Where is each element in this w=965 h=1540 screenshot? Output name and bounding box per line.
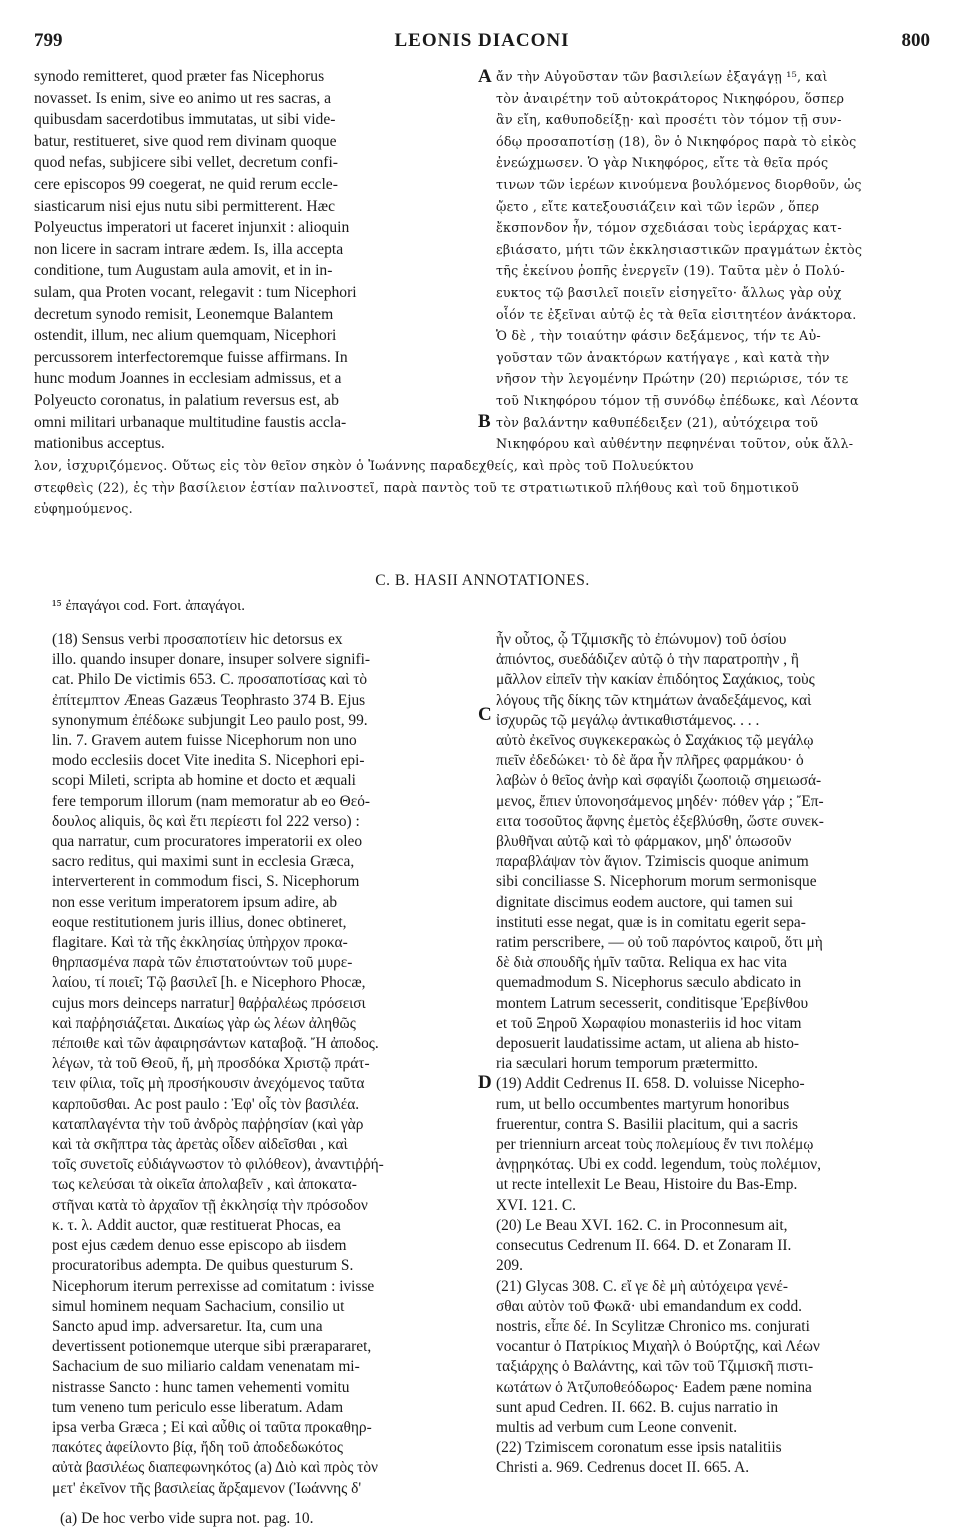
text-line: οἷόν τε ἐξεῖναι αὐτῷ ἐς τὰ θεῖα εἰσιτητέον ἀνάκτορα.	[496, 306, 857, 322]
text-line: πακότες ἀφείλοντο βίᾳ, ἤδη τοῦ ἀποδεδωκότος	[52, 1439, 343, 1457]
apparatus-note: ¹⁵ ἐπαγάγοι cod. Fort. ἀπαγάγοι.	[52, 598, 245, 614]
text-line: quemadmodum S. Nicephorus sæculo abdicato in	[496, 974, 802, 992]
margin-marker-c: C	[478, 704, 492, 725]
text-line: quibusdam sacerdotibus immutatas, ut sibi vide-	[34, 111, 336, 129]
text-line: vocantur ὁ Πατρίκιος Μιχαὴλ ὁ Βούρτζης, καὶ Λέων	[496, 1338, 820, 1356]
text-line: Sancto apud imp. adversaretur. Ita, cum una	[52, 1317, 323, 1335]
text-line: siasticarum nisi ejus nutu sibi permitterent. Hæc	[34, 197, 335, 215]
text-line: deposuerit laudatissime actam, ut aliena ab histo-	[496, 1035, 800, 1053]
margin-marker-d: D	[478, 1072, 492, 1093]
text-line: montem Latrum secesserit, conditisque Ἐρεβίνθου	[496, 994, 809, 1012]
text-line: simul hominem nequam Sachacium, consilio ut	[52, 1297, 345, 1315]
text-line: (20) Le Beau XVI. 162. C. in Proconnesum ait,	[496, 1216, 788, 1234]
text-line: τως κελεύσαι τὰ οἰκεῖα ἀπολαβεῖν , καὶ ἀποκατα-	[52, 1176, 357, 1194]
text-line: 209.	[496, 1257, 523, 1275]
text-line: fere temporum illorum (nam memoratur ab eo Θεό-	[52, 792, 371, 810]
text-line: batur, restitueret, sive quod rem divinam quoque	[34, 132, 337, 150]
text-line: εβιάσατο, μήτι τῶν ἐκκλησιαστικῶν πραγμάτων ἐκτὸς	[496, 241, 863, 257]
text-line: ἐνεώχμωσεν. Ὁ γὰρ Νικηφόρος, εἴτε τὰ θεῖα πρός	[496, 155, 829, 171]
text-line: τινων τῶν ἱερέων κινούμενα βουλόμενος διορθοῦν, ὡς	[496, 176, 862, 192]
text-line: λαβὼν ὁ θεῖος ἀνὴρ καὶ σφαγίδι ζωοποιῷ σημειωσά-	[496, 772, 822, 790]
text-line: στεφθεὶς (22), ἐς τὴν βασίλειον ἑστίαν παλινοστεῖ, παρὰ παντὸς τοῦ τε στρατιωτικοῦ πλήθους καὶ τοῦ δημοτικοῦ	[34, 479, 799, 495]
text-line: πιεῖν ἐδεδώκει· τὸ δὲ ἄρα ἦν πλῆρες φαρμάκου· ὁ	[496, 752, 804, 770]
annotations-right-column	[496, 630, 930, 1479]
text-line: ταξιάρχης ὁ Βαλάντης, καὶ τῶν τοῦ Τζιμισκῆ πιστι-	[496, 1358, 814, 1376]
text-line: ut recte intellexit Le Beau, Histoire du Bas-Emp.	[496, 1176, 798, 1194]
text-line: ἦν οὗτος, ᾧ Τζιμισκῆς τὸ ἐπώνυμον) τοῦ ὁσίου	[496, 631, 787, 648]
text-line: sacro reditus, qui maximi sunt in ecclesia Græca,	[52, 853, 355, 871]
text-line: λον, ἰσχυριζόμενος. Οὕτως εἰς τὸν θεῖον σηκὸν ὁ Ἰωάννης παραδεχθείς, καὶ πρὸς τοῦ Πολυεύκτου	[34, 458, 694, 473]
text-line: τοῦ Νικηφόρου τόμον τῇ συνόδῳ ἐπέδωκε, καὶ Λέοντα	[496, 392, 859, 408]
text-line: καρποῦσθαι. Ac post paulo : Ἐφ' οἷς τὸν βασιλέα.	[52, 1095, 360, 1113]
text-line: όδῳ προσαποτίσῃ (18), ὃν ὁ Νικηφόρος παρὰ τὸ εἰκὸς	[496, 133, 857, 149]
page-number-right: 800	[901, 30, 930, 51]
text-line: cere episcopos 99 coegerat, ne quid rerum eccle-	[34, 175, 338, 193]
text-line: ipsa verba Græca ; Εἰ καὶ αὖθις οἱ ταῦτα προκαθηρ-	[52, 1418, 372, 1436]
text-line: τειν φίλια, τοῖς μὴ προσήκουσιν ἀνεχόμενος ταῦτα	[52, 1075, 365, 1093]
text-line: post ejus cædem denuo esse episcopo ab iisdem	[52, 1237, 347, 1255]
page-header	[34, 30, 930, 60]
text-line: ειτα τοσοῦτος ἄφνης ἐμετὸς ἐξεβλύσθη, ὥστε συνεκ-	[496, 812, 824, 830]
text-line: λέγων, τὰ τοῦ Θεοῦ, ἤ, μὴ προσδόκα Χριστῷ πράτ-	[52, 1055, 370, 1073]
text-line: σθαι αὐτὸν τοῦ Φωκᾶ· ubi emandandum ex codd.	[496, 1297, 803, 1315]
text-line: λόγους τῆς δίκης τῶν κτημάτων ἀναδεξάμενος, καὶ	[496, 691, 812, 709]
annotations-left-column	[52, 630, 470, 1499]
text-line: δὲ διὰ σπουδῆς ἡμῖν ταῦτα. Reliqua ex hac vita	[496, 954, 787, 972]
text-line: flagitare. Καὶ τὰ τῆς ἐκκλησίας ὑπὴρχον προκα-	[52, 934, 348, 952]
text-line: κ. τ. λ. Addit auctor, quæ restituerat Phocas, ea	[52, 1216, 341, 1234]
text-line: cujus mors deinceps narratur] θαῤῥαλέως πρόσεισι	[52, 994, 366, 1012]
text-line: (18) Sensus verbi προσαποτίειν hic detorsus ex	[52, 631, 343, 648]
text-line: sunt apud Cedren. II. 662. B. cujus narratio in	[496, 1398, 779, 1416]
text-line: instituti esse negat, quæ is in comitatu egerit sepa-	[496, 913, 806, 931]
running-title: LEONIS DIACONI	[394, 30, 570, 51]
text-line: tum veneno tum periculo esse liberatum. Adam	[52, 1398, 344, 1416]
text-line: dignitate discimus eodem auctore, qui tamen sui	[496, 893, 794, 911]
text-line: lin. 7. Gravem autem fuisse Nicephorum non uno	[52, 732, 357, 750]
text-line: αὐτὰ βασιλέως διαπεφωνηκότος (a) Διὸ καὶ πρὸς τὸν	[52, 1459, 379, 1477]
text-line: (19) Addit Cedrenus II. 658. D. voluisse Nicepho-	[496, 1075, 805, 1093]
text-line: interverterent in commodum fisci, S. Nicephorum	[52, 873, 360, 891]
text-line: cat. Philo De victimis 653. C. προσαποτίσας καὶ τὸ	[52, 671, 368, 689]
text-line: ἄν τὴν Αὐγοῦσταν τῶν βασιλείων ἐξαγάγῃ ¹⁵, καὶ	[496, 69, 828, 84]
text-line: μετ' ἐκεῖνον τῆς βασιλείας ἄρξαμενον (Ἰωάννης δ'	[52, 1479, 362, 1497]
text-line: (21) Glycas 308. C. εἴ γε δὲ μὴ αὐτόχειρα γενέ-	[496, 1277, 788, 1295]
text-line: θηρπασμένα παρὰ τῶν ἐπιστατούντων τοῦ μυρε-	[52, 954, 353, 972]
text-line: Polyeucto coronatus, in palatium reversus est, ab	[34, 391, 339, 409]
text-line: procuratoribus adempta. De quibus questurum S.	[52, 1257, 354, 1275]
text-line: ria sæculari horum temporum prætermitto.	[496, 1055, 759, 1073]
text-line: τοῖς συνετοῖς εὐδιάγνωστον τὸ φιλόθεον), ἀναντιῤῥή-	[52, 1156, 384, 1174]
text-line: synonymum ἐπέδωκε subjungit Leo paulo post, 99.	[52, 711, 368, 729]
text-line: ratim perscribere, — οὐ τοῦ παρόντος καιροῦ, ὅτι μὴ	[496, 934, 823, 952]
text-line: τὸν ἀναιρέτην τοῦ αὐτοκράτορος Νικηφόρου, ὅσπερ	[496, 90, 845, 106]
text-line: εὐφημούμενος.	[34, 501, 133, 517]
text-line: ἐπίτεμπτον Æneas Gazæus Teophrasto 374 B. Ejus	[52, 691, 366, 709]
greek-text-continuation	[34, 455, 930, 520]
text-line: δουλος aliquis, ὃς καὶ ἔτι περίεστι fol 222 verso) :	[52, 812, 360, 830]
text-line: Ὁ δὲ , τὴν τοιαύτην φάσιν δεξάμενος, τήν τε Αὐ-	[496, 328, 821, 344]
text-line: Polyeuctus imperatori ut faceret injunxit : alioquin	[34, 219, 350, 237]
text-line: qua narratur, cum procuratores imperatorii ex oleo	[52, 833, 363, 851]
footnote: (a) De hoc verbo vide supra not. pag. 10.	[60, 1510, 314, 1527]
text-line: omni militari urbanaque multitudine faustis accla-	[34, 413, 347, 431]
text-line: eoque restitutionem juris illius, donec obtineret,	[52, 913, 347, 931]
text-line: στῆναι κατὰ τὸ ἀρχαῖον τῇ ἐκκλησίᾳ τὴν πρόσοδον	[52, 1196, 368, 1214]
text-line: hunc modum Joannes in ecclesiam admissus, et a	[34, 370, 342, 388]
text-line: τὸν βαλάντην καθυπέδειξεν (21), αὐτόχειρα τοῦ	[496, 414, 819, 430]
margin-marker-b: B	[478, 411, 491, 432]
text-line: devertissent potionemque uterque sibi prærapararet,	[52, 1338, 372, 1356]
text-line: τῆς ἐκείνου ῥοπῆς ἐνεργεῖν (19). Ταῦτα μὲν ὁ Πολύ-	[496, 263, 845, 279]
text-line: ἀπιόντος, συεδάδιζεν αὐτῷ ὁ τὴν παρατροπὴν , ἢ	[496, 651, 799, 669]
text-line: ᾤετο , εἴτε κατεξουσιάζειν καὶ τῶν ἱερῶν , ὅπερ	[496, 198, 820, 214]
text-line: nistrasse Sancto : hunc tamen vehementi vomitu	[52, 1378, 350, 1396]
greek-text-column	[496, 66, 930, 455]
text-line: non esse veritum imperatorem ipsum adire, ab	[52, 893, 338, 911]
margin-marker-a: A	[478, 66, 492, 87]
text-line: consecutus Cedrenum II. 664. D. et Zonaram II.	[496, 1237, 792, 1255]
text-line: modo ecclesiis docet Vite inedita S. Nicephori epi-	[52, 752, 365, 770]
text-line: nostris, εἶπε δέ. In Scylitzæ Chronico ms. conjurati	[496, 1317, 810, 1335]
text-line: decretum synodo remisit, Leonemque Balantem	[34, 305, 334, 323]
text-line: fruerentur, contra S. Basilii placitum, qui a sacris	[496, 1115, 798, 1133]
page-number-left: 799	[34, 30, 63, 51]
text-line: percussorem interfectoremque fuisse affirmans. In	[34, 348, 348, 366]
text-line: ostendit, illum, nec alium quemquam, Nicephori	[34, 327, 337, 345]
text-line: multis ad verbum cum Leone convenit.	[496, 1418, 738, 1436]
text-line: ευκτος τῷ βασιλεῖ ποιεῖν εἰσηγεῖτο· ἄλλως γὰρ οὐχ	[496, 284, 842, 300]
text-line: sulam, qua Proten vocant, relegavit : tum Nicephori	[34, 283, 357, 301]
text-line: γοῦσταν τῶν ἀνακτόρων κατήγαγε , καὶ κατὰ τὴν	[496, 349, 830, 365]
text-line: Nicephorum iterum perrexisse ad comitatum : ivisse	[52, 1277, 375, 1295]
latin-text-column	[34, 66, 470, 455]
text-line: λαίου, τί ποιεῖ; Τῷ βασιλεῖ [h. e Nicephoro Phocæ,	[52, 974, 366, 992]
text-line: synodo remitteret, quod præter fas Nicephorus	[34, 68, 325, 85]
text-line: καὶ τὰ σκῆπτρα τὰς ἀρετὰς οἶδεν αἰδεῖσθαι , καὶ	[52, 1136, 348, 1154]
text-line: νῆσον τὴν λεγομένην Πρώτην (20) περιώρισε, τόν τε	[496, 371, 849, 387]
text-line: κωτάτων ὁ Ἀτζυποθεόδωρος· Eadem pæne nomina	[496, 1378, 812, 1396]
text-line: novasset. Is enim, sive eo animo ut res sacras, a	[34, 89, 332, 107]
text-line: αὐτὸ ἐκεῖνος συγκεκερακὼς ὁ Σαχάκιος τῷ μεγάλῳ	[496, 732, 814, 750]
text-line: βλυθῆναι αὐτῷ καὶ τὸ φάρμακον, μηδ' ὁπωσοῦν	[496, 833, 792, 851]
text-line: (22) Tzimiscem coronatum esse ipsis natalitiis	[496, 1439, 782, 1457]
text-line: ἂν εἴη, καθυποδείξῃ· καὶ προσέτι τὸν τόμον τῇ συν-	[496, 112, 842, 128]
section-title: C. B. HASII ANNOTATIONES.	[375, 572, 590, 589]
text-line: sibi conciliasse S. Nicephorum morum sermonisque	[496, 873, 817, 891]
text-line: illo. quando insuper donare, insuper solvere signifi-	[52, 651, 371, 669]
text-line: quod nefas, subjicere sibi vellet, decretum confi-	[34, 154, 338, 172]
text-line: μενος, ἔπιεν ὑπονοησάμενος μηδέν· πόθεν γάρ ; Ἔπ-	[496, 792, 824, 810]
text-line: μᾶλλον εἰπεῖν τὴν κακίαν ἐπιδόητος Σαχάκιος, τοὺς	[496, 671, 815, 689]
text-line: et τοῦ Ξηροῦ Χωραφίου monasteriis id hoc vitam	[496, 1014, 802, 1032]
text-line: Christi a. 969. Cedrenus docet II. 665. A.	[496, 1459, 750, 1477]
text-line: per trienniurn arceat τοὺς πολεμίους ἔν τινι πολέμῳ	[496, 1136, 814, 1154]
text-line: παραβλάψαν τὸν ἅγιον. Tzimiscis quoque animum	[496, 853, 809, 871]
text-line: πέποιθε καὶ τῶν ἀφαιρησάντων καταβοᾷ. Ἤ ἀποδος.	[52, 1035, 379, 1053]
text-line: ἀνῃρηκότας. Ubi ex codd. legendum, τοὺς πολέμιον,	[496, 1156, 821, 1174]
text-line: καταπλαγέντα τὴν τοῦ ἀνδρὸς παῤῥησίαν (καὶ γὰρ	[52, 1115, 364, 1133]
text-line: rum, ut bello occumbentes martyrum honoribus	[496, 1095, 790, 1113]
text-line: Sachacium de suo miliario caldam venenatam mi-	[52, 1358, 360, 1376]
text-line: conditione, tum Augustam aula amovit, et in in-	[34, 262, 333, 280]
text-line: mationibus acceptus.	[34, 435, 165, 453]
text-line: XVI. 121. C.	[496, 1196, 576, 1214]
text-line: ἔκσπονδον ἦν, τόμον σχεδιάσαι τοὺς ἱεράρχας κατ-	[496, 220, 842, 236]
text-line: ἰσχυρῶς τῷ μεγάλῳ ἀντικαθιστάμενος. . . .	[496, 711, 760, 729]
text-line: Νικηφόρου καὶ αὐθέντην πεφηνέναι τοῦτον, οὐκ ἄλλ-	[496, 436, 854, 452]
text-line: scopi Mileti, scripta ab homine et docto et æquali	[52, 772, 356, 790]
text-line: non licere in sacram intrare ædem. Is, illa accepta	[34, 240, 344, 258]
text-line: καὶ παῤῥησιάζεται. Δικαίως γὰρ ὡς λέων ἀληθῶς	[52, 1014, 356, 1032]
